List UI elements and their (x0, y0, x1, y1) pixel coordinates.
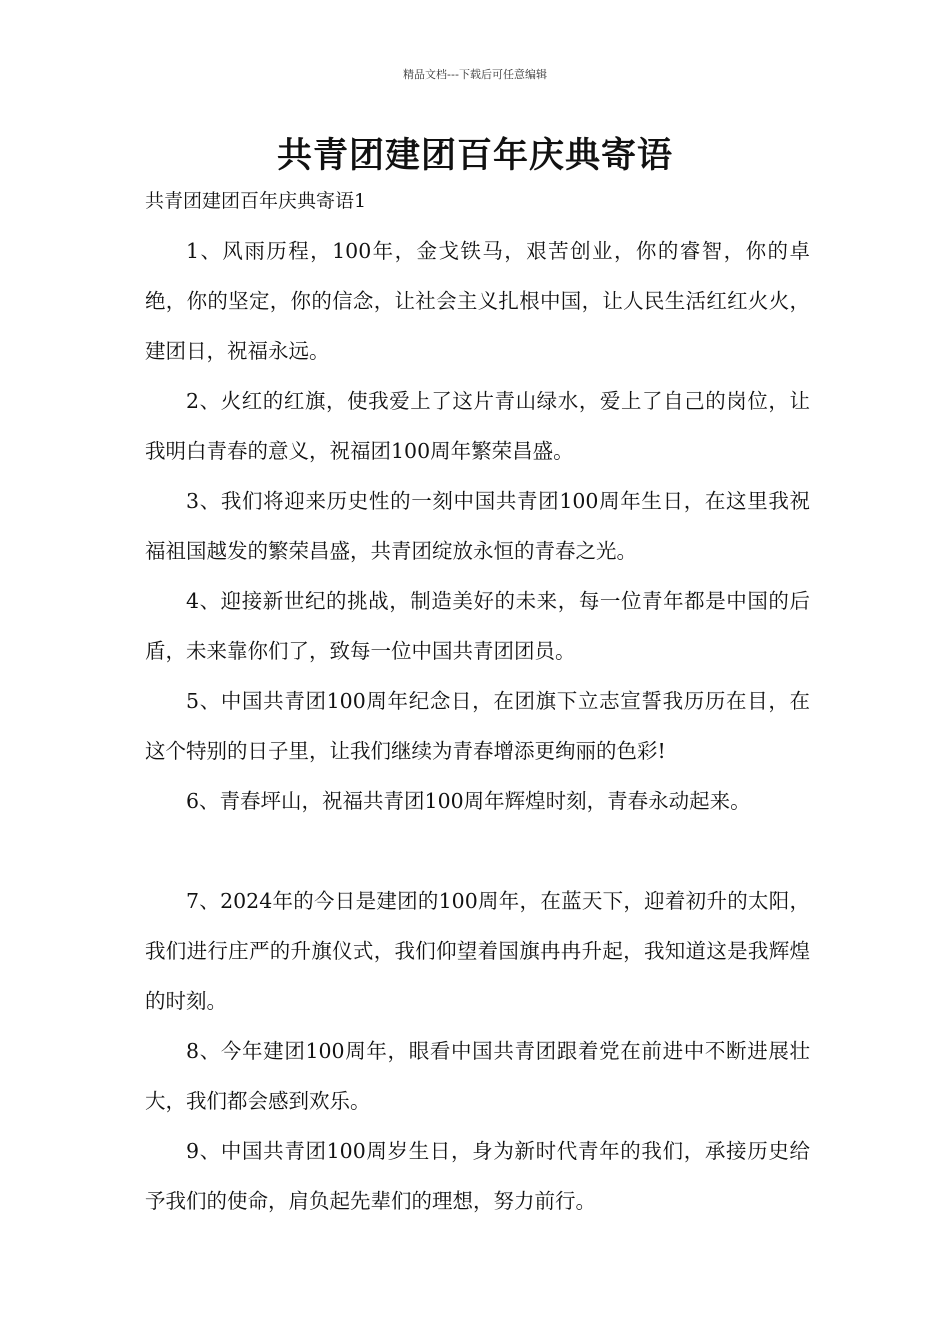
body-text (145, 226, 810, 1226)
paragraph-8: 8、今年建团100周年，眼看中国共青团跟着党在前进中不断进展壮大，我们都会感到欢乐。 (145, 1039, 810, 1113)
page-title: 共青团建团百年庆典寄语 (276, 135, 673, 176)
paragraph-2: 2、火红的红旗，使我爱上了这片青山绿水，爱上了自己的岗位，让我明白青春的意义，祝福团100周年繁荣昌盛。 (145, 389, 810, 463)
paragraph-9: 9、中国共青团100周岁生日，身为新时代青年的我们，承接历史给予我们的使命，肩负起先辈们的理想，努力前行。 (145, 1139, 810, 1213)
paragraph-7: 7、2024年的今日是建团的100周年，在蓝天下，迎着初升的太阳，我们进行庄严的升旗仪式，我们仰望着国旗冉冉升起，我知道这是我辉煌的时刻。 (145, 889, 810, 1013)
paragraph-5: 5、中国共青团100周年纪念日，在团旗下立志宣誓我历历在目，在这个特别的日子里，让我们继续为青春增添更绚丽的色彩! (145, 689, 810, 763)
paragraph-1: 1、风雨历程，100年，金戈铁马，艰苦创业，你的睿智，你的卓绝，你的坚定，你的信念，让社会主义扎根中国，让人民生活红红火火，建团日，祝福永远。 (145, 239, 810, 363)
section-subtitle: 共青团建团百年庆典寄语1 (145, 190, 367, 212)
paragraph-6: 6、青春坪山，祝福共青团100周年辉煌时刻，青春永动起来。 (186, 789, 751, 813)
paragraph-3: 3、我们将迎来历史性的一刻中国共青团100周年生日，在这里我祝福祖国越发的繁荣昌盛，共青团绽放永恒的青春之光。 (145, 489, 810, 563)
paragraph-4: 4、迎接新世纪的挑战，制造美好的未来，每一位青年都是中国的后盾，未来靠你们了，致每一位中国共青团团员。 (145, 589, 810, 663)
header-note: 精品文档---下载后可任意编辑 (403, 68, 547, 81)
paragraph-gap (145, 826, 810, 876)
